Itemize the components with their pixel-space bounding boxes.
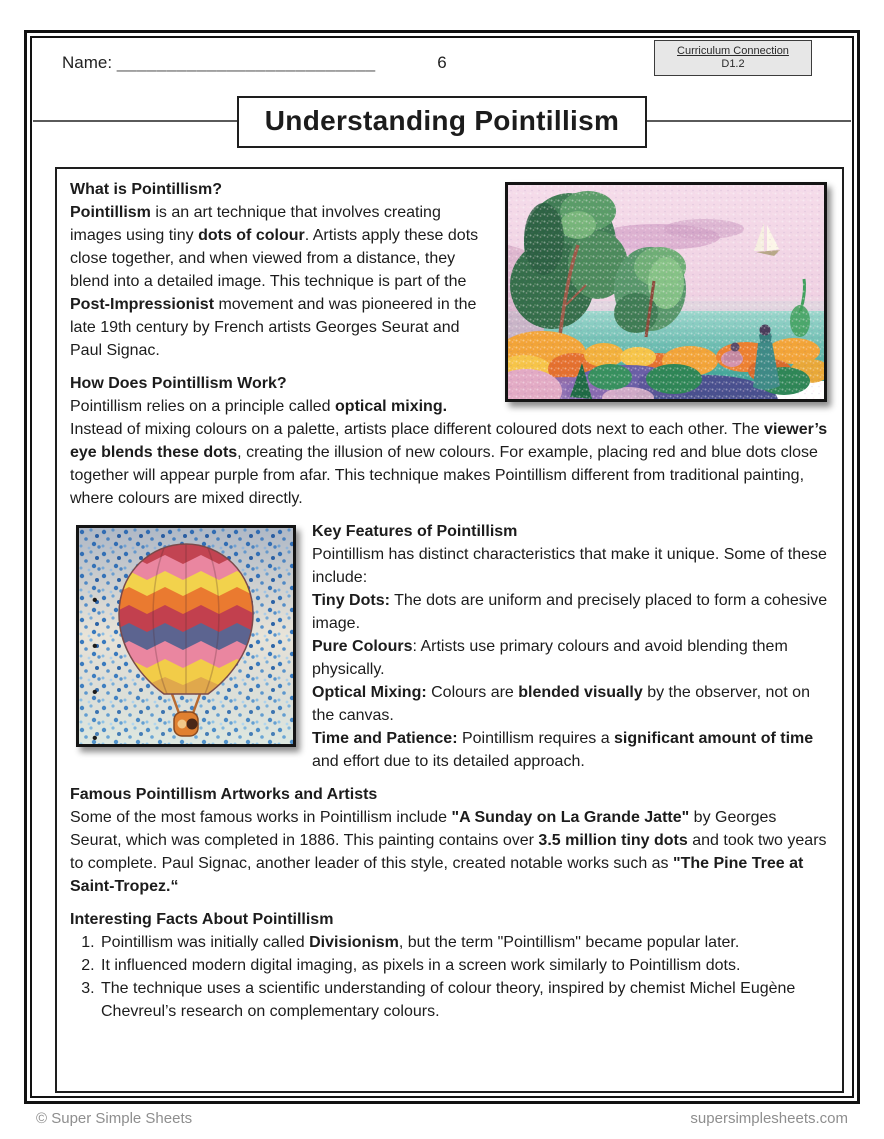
page-frame-inner bbox=[30, 36, 854, 1098]
page-footer bbox=[36, 1110, 848, 1127]
list-item bbox=[92, 681, 829, 727]
how-heading: How Does Pointillism Work? bbox=[70, 375, 287, 392]
key-features-heading: Key Features of Pointillism bbox=[312, 523, 518, 540]
what-heading: What is Pointillism? bbox=[70, 181, 223, 198]
feature-optical-mixing: Optical Mixing: Colours are blended visually by the observer, not on the canvas. bbox=[312, 684, 810, 724]
landscape-painting-image bbox=[505, 182, 827, 402]
list-item bbox=[92, 635, 829, 681]
copyright-text: © Super Simple Sheets bbox=[36, 1110, 193, 1127]
title-wrap bbox=[32, 96, 852, 148]
section-interesting-facts bbox=[70, 908, 829, 1023]
what-body: Pointillism is an art technique that involves creating images using tiny dots of colour. Artists apply these dots close together, and when viewed from a distance, they blend into a detailed image. This technique is part of the Post-Impressionist movement and was pioneered in the late 19th century by French artists Georges Seurat and Paul Signac. bbox=[70, 204, 479, 359]
list-item bbox=[99, 931, 829, 954]
list-item bbox=[92, 589, 829, 635]
feature-tiny-dots: Tiny Dots: The dots are uniform and precisely placed to form a cohesive image. bbox=[312, 592, 828, 632]
section-key-features bbox=[70, 520, 829, 773]
bullet-icon: • bbox=[92, 592, 98, 609]
curriculum-connection-box bbox=[654, 40, 812, 76]
list-item bbox=[99, 954, 829, 977]
website-text: supersimplesheets.com bbox=[690, 1110, 848, 1127]
curriculum-connection-code: D1.2 bbox=[721, 58, 745, 70]
fact-colour-theory: The technique uses a scientific understanding of colour theory, inspired by chemist Michel Eugène Chevreul’s research on complementary colours. bbox=[101, 980, 796, 1020]
fact-divisionism: Pointillism was initially called Divisionism, but the term "Pointillism" became popular later. bbox=[101, 934, 740, 951]
famous-heading: Famous Pointillism Artworks and Artists bbox=[70, 786, 378, 803]
name-blank-line: __________________________ bbox=[116, 53, 376, 72]
key-features-intro: Pointillism has distinct characteristics that make it unique. Some of these include: bbox=[312, 546, 827, 586]
page-number: 6 bbox=[437, 53, 447, 72]
list-item bbox=[99, 977, 829, 1023]
section-famous-artworks bbox=[70, 783, 829, 898]
feature-pure-colours: Pure Colours: Artists use primary colours and avoid blending them physically. bbox=[312, 638, 788, 678]
bullet-icon: • bbox=[92, 638, 98, 655]
fact-digital-imaging: It influenced modern digital imaging, as pixels in a screen work similarly to Pointillism dots. bbox=[101, 957, 741, 974]
feature-time-patience: Time and Patience: Pointillism requires a significant amount of time and effort due to its detailed approach. bbox=[312, 730, 814, 770]
famous-body: Some of the most famous works in Pointillism include "A Sunday on La Grande Jatte" by Georges Seurat, which was completed in 1886. This painting contains over 3.5 million tiny dots and took two years to complete. Paul Signac, another leader of this style, created notable works such as "The Pine Tree at Saint-Tropez.“ bbox=[70, 809, 827, 895]
how-paragraph-2: Instead of mixing colours on a palette, artists place different coloured dots next to each other. The viewer’s eye blends these dots, creating the illusion of new colours. For example, placing red and blue dots close together will appear purple from afar. This technique makes Pointillism different from traditional painting, where colours are mixed directly. bbox=[70, 421, 828, 507]
how-paragraph-1: Pointillism relies on a principle called optical mixing. bbox=[70, 398, 448, 415]
name-label: Name: bbox=[62, 53, 113, 72]
landscape-painting-svg bbox=[508, 185, 824, 399]
page-frame bbox=[24, 30, 860, 1104]
facts-heading: Interesting Facts About Pointillism bbox=[70, 911, 334, 928]
list-item bbox=[92, 727, 829, 773]
facts-list bbox=[70, 931, 829, 1023]
curriculum-connection-title: Curriculum Connection bbox=[677, 45, 789, 57]
key-features-list bbox=[70, 589, 829, 773]
content-box bbox=[55, 167, 844, 1093]
bullet-icon: • bbox=[92, 684, 98, 701]
bullet-icon: • bbox=[92, 730, 98, 747]
page-title: Understanding Pointillism bbox=[237, 96, 647, 148]
